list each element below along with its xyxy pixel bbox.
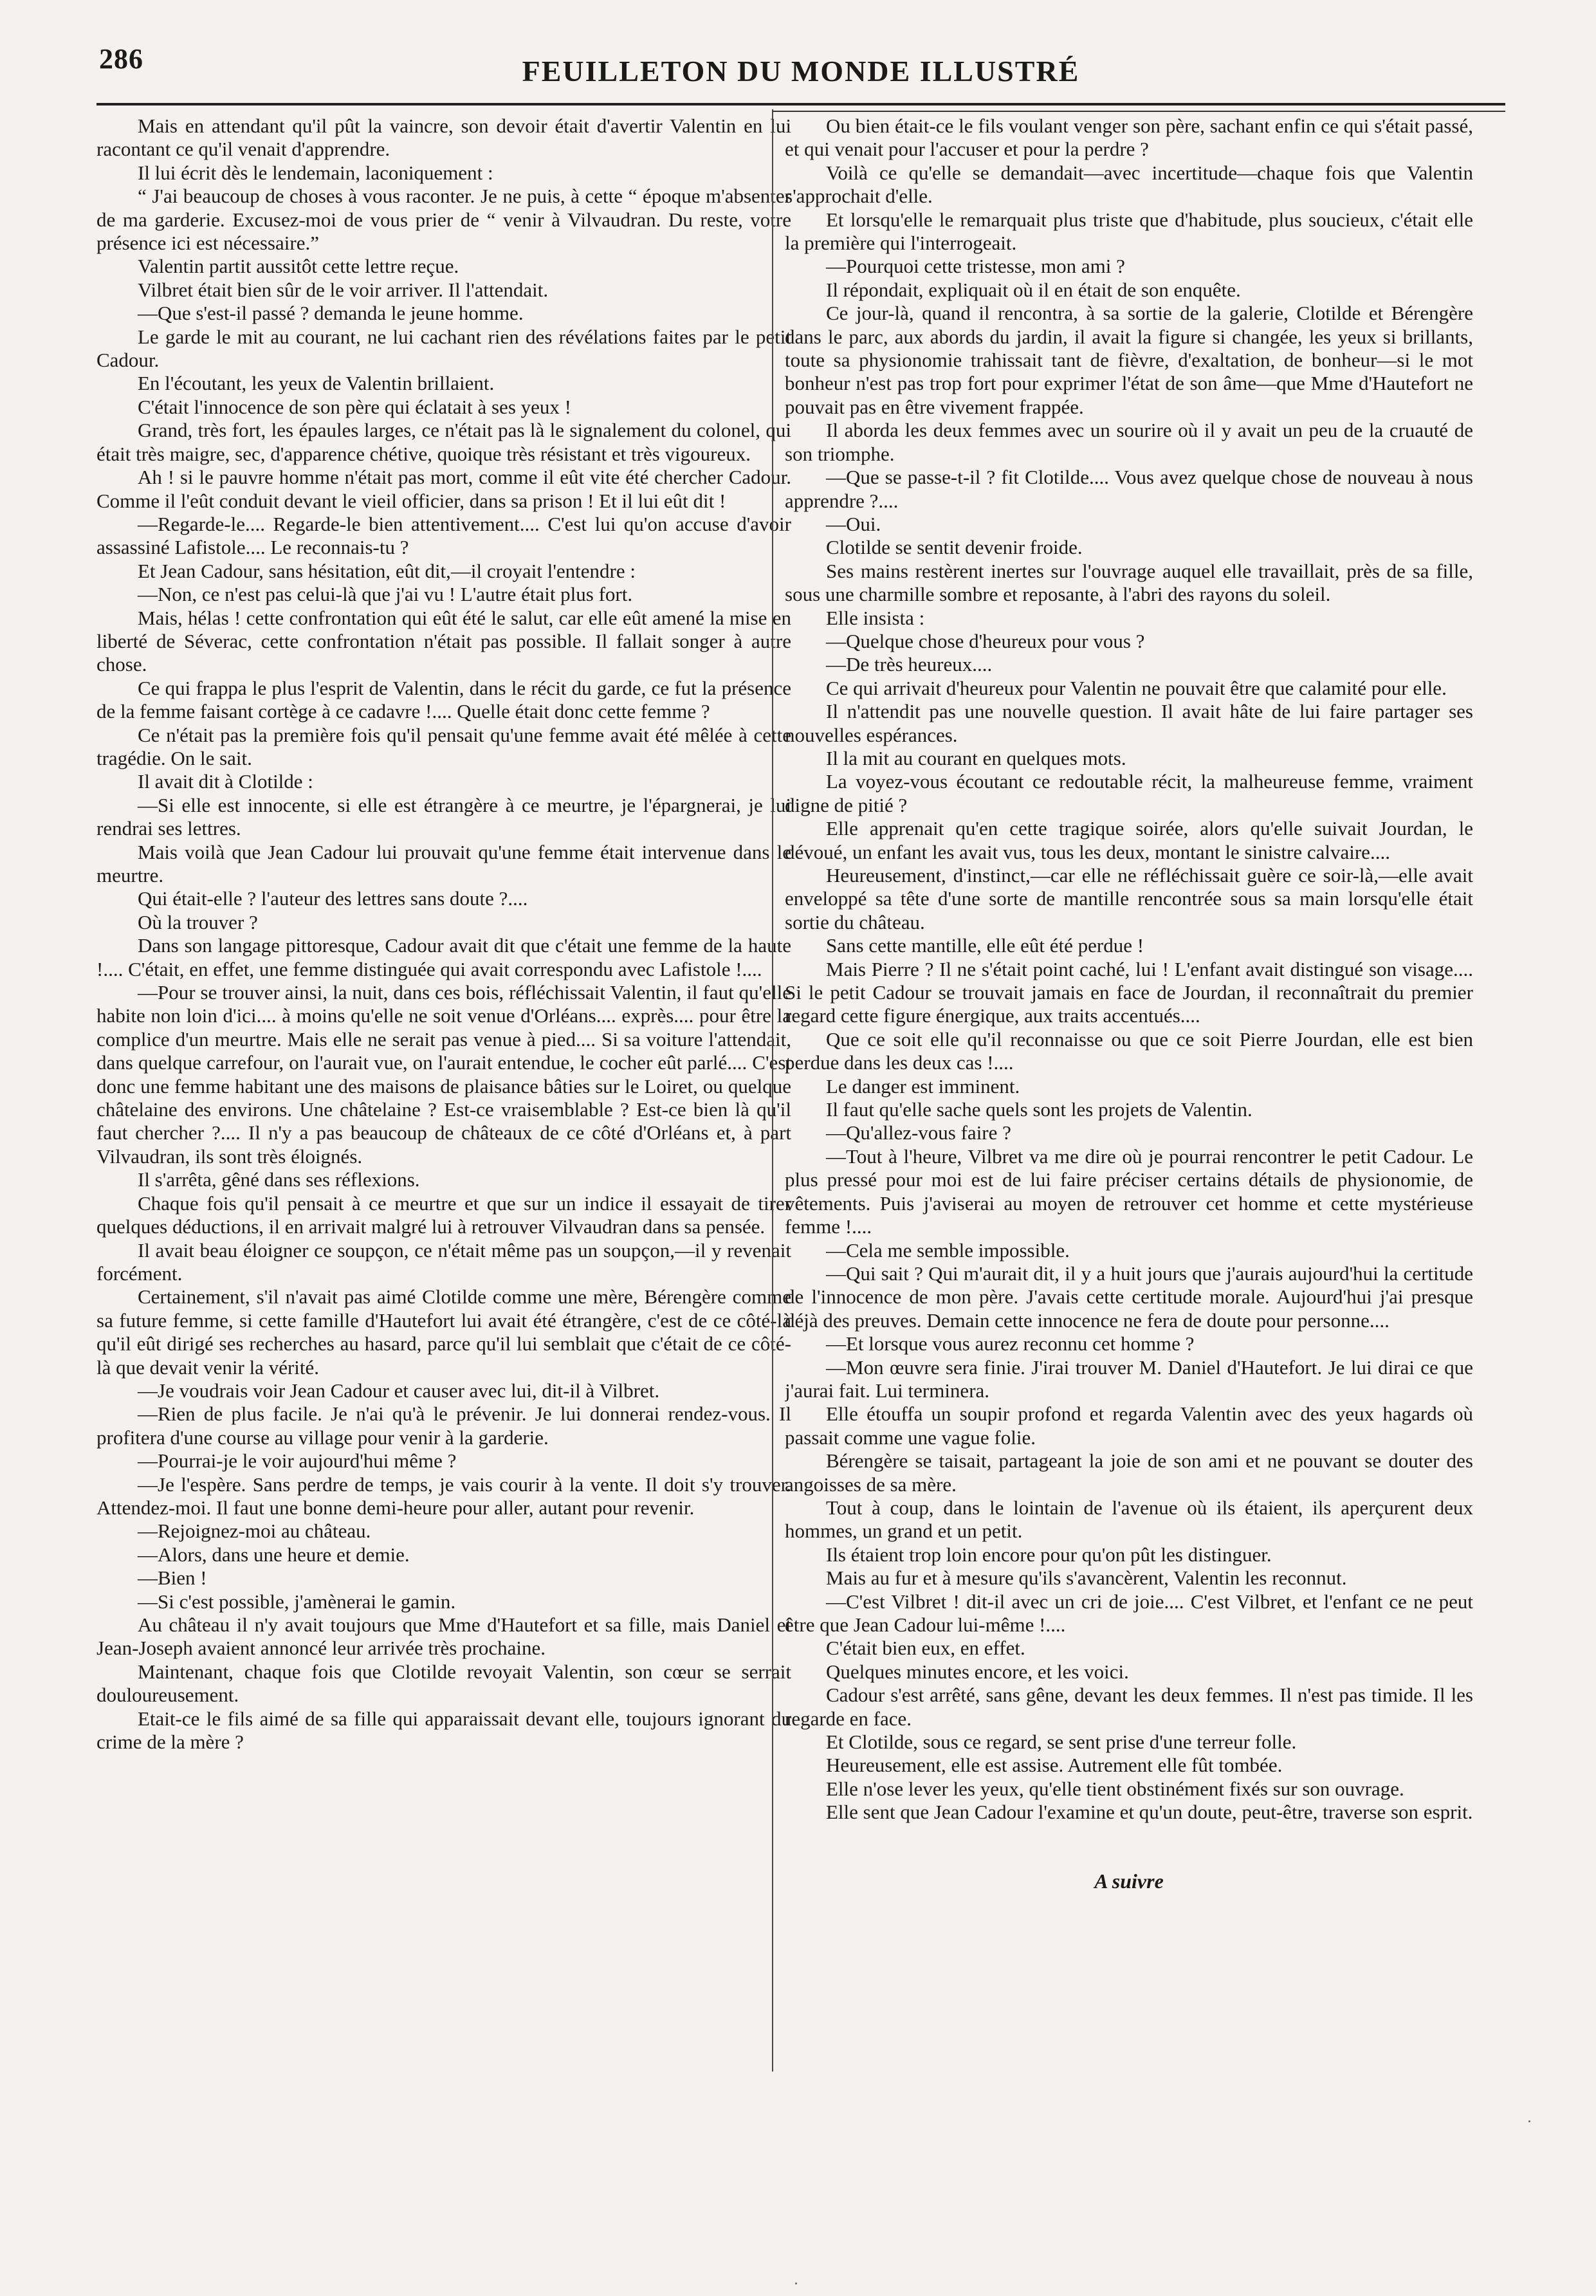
paragraph: —Que se passe-t-il ? fit Clotilde.... Vous avez quelque chose de nouveau à nous apprendre ?....: [785, 466, 1473, 512]
paragraph: Elle apprenait qu'en cette tragique soirée, alors qu'elle suivait Jourdan, le dévoué, un enfant les avait vus, tous les deux, montant le sinistre calvaire....: [785, 817, 1473, 863]
paragraph: Au château il n'y avait toujours que Mme d'Hautefort et sa fille, mais Daniel et Jean-Joseph avaient annoncé leur arrivée très prochaine.: [96, 1613, 791, 1660]
paragraph: Que ce soit elle qu'il reconnaisse ou que ce soit Pierre Jourdan, elle est bien perdue dans les deux cas !....: [785, 1027, 1473, 1074]
paragraph: —C'est Vilbret ! dit-il avec un cri de joie.... C'est Vilbret, et l'enfant ce ne peut être que Jean Cadour lui-même !....: [785, 1590, 1473, 1636]
paragraph: Ah ! si le pauvre homme n'était pas mort, comme il eût vite été chercher Cadour. Comme il l'eût conduit devant le vieil officier, dans sa prison ! Et il lui eût dit !: [96, 466, 791, 512]
paragraph: Ils étaient trop loin encore pour qu'on pût les distinguer.: [826, 1543, 1272, 1566]
paragraph: Où la trouver ?: [138, 910, 258, 933]
paragraph: —Qu'allez-vous faire ?: [826, 1121, 1011, 1144]
paragraph: Ou bien était-ce le fils voulant venger son père, sachant enfin ce qui s'était passé, et qui venait pour l'accuser et pour la perdre ?: [785, 115, 1473, 161]
paragraph: Il répondait, expliquait où il en était de son enquête.: [826, 278, 1241, 301]
paragraph: Ce jour-là, quand il rencontra, à sa sortie de la galerie, Clotilde et Bérengère dans le parc, aux abords du jardin, il avait la figure si changée, les yeux si brillants, toute sa physionomie trahissait tant de fièvre, d'exaltation, de bonheur—si le mot bonheur n'est pas trop fort pour exprimer l'état de son âme—que Mme d'Hautefort ne pouvait pas en être vivement frappée.: [785, 302, 1473, 418]
paragraph: Maintenant, chaque fois que Clotilde revoyait Valentin, son cœur se serrait douloureusement.: [96, 1660, 791, 1707]
paragraph: En l'écoutant, les yeux de Valentin brillaient.: [138, 372, 495, 395]
paragraph: Chaque fois qu'il pensait à ce meurtre et que sur un indice il essayait de tirer quelques déductions, il en arrivait malgré lui à retrouver Vilvaudran dans sa pensée.: [96, 1191, 791, 1238]
paragraph: Dans son langage pittoresque, Cadour avait dit que c'était une femme de la haute !.... C'était, en effet, une femme distinguée qui avait correspondu avec Lafistole !....: [96, 934, 791, 980]
right-column: [785, 115, 1473, 2135]
paragraph: Elle insista :: [826, 606, 925, 629]
paragraph: Mais au fur et à mesure qu'ils s'avancèrent, Valentin les reconnut.: [826, 1566, 1347, 1590]
paragraph: —Rejoignez-moi au château.: [138, 1520, 371, 1543]
paragraph: Cadour s'est arrêté, sans gêne, devant les deux femmes. Il n'est pas timide. Il les regarde en face.: [785, 1684, 1473, 1730]
paragraph: Mais voilà que Jean Cadour lui prouvait qu'une femme était intervenue dans le meurtre.: [96, 840, 791, 886]
page-number: 286: [99, 43, 143, 75]
scan-speck: [1528, 2120, 1530, 2122]
running-title: FEUILLETON DU MONDE ILLUSTRÉ: [522, 55, 1080, 87]
paragraph: —Je l'espère. Sans perdre de temps, je vais courir à la vente. Il doit s'y trouver. Attendez-moi. Il faut une bonne demi-heure pour aller, autant pour revenir.: [96, 1473, 791, 1519]
paragraph: —Qui sait ? Qui m'aurait dit, il y a huit jours que j'aurais aujourd'hui la certitude de l'innocence de mon père. J'avais cette certitude morale. Aujourd'hui j'ai presque déjà des preuves. Demain cette innocence ne fera de doute pour personne....: [785, 1262, 1473, 1332]
paragraph: —Si c'est possible, j'amènerai le gamin.: [138, 1590, 456, 1613]
paragraph: Le garde le mit au courant, ne lui cachant rien des révélations faites par le petit Cadour.: [96, 325, 791, 372]
paragraph: —Je voudrais voir Jean Cadour et causer avec lui, dit-il à Vilbret.: [138, 1379, 660, 1402]
scan-speck: [795, 2282, 797, 2284]
paragraph: C'était l'innocence de son père qui éclatait à ses yeux !: [138, 395, 571, 418]
paragraph: —De très heureux....: [826, 653, 993, 676]
paragraph: Mais, hélas ! cette confrontation qui eût été le salut, car elle eût amené la mise en liberté de Séverac, cette confrontation n'était pas possible. Il fallait songer à autre chose.: [96, 606, 791, 676]
paragraph: Il avait dit à Clotilde :: [138, 770, 313, 793]
paragraph: —Tout à l'heure, Vilbret va me dire où je pourrai rencontrer le petit Cadour. Le plus pressé pour moi est de lui faire préciser certains détails de physionomie, de vêtements. Puis j'aviserai au moyen de retrouver cet homme et cette mystérieuse femme !....: [785, 1144, 1473, 1238]
paragraph: —Pourrai-je le voir aujourd'hui même ?: [138, 1449, 457, 1473]
paragraph: Mais en attendant qu'il pût la vaincre, son devoir était d'avertir Valentin en lui racontant ce qu'il venait d'apprendre.: [96, 115, 791, 161]
paragraph: Ce n'était pas la première fois qu'il pensait qu'une femme avait été mêlée à cette tragédie. On le sait.: [96, 723, 791, 769]
paragraph: —Non, ce n'est pas celui-là que j'ai vu ! L'autre était plus fort.: [138, 583, 633, 606]
paragraph: Bérengère se taisait, partageant la joie de son ami et ne pouvant se douter des angoisses de sa mère.: [785, 1449, 1473, 1496]
paragraph: Qui était-elle ? l'auteur des lettres sans doute ?....: [138, 887, 528, 910]
paragraph: Il avait beau éloigner ce soupçon, ce n'était même pas un soupçon,—il y revenait forcément.: [96, 1238, 791, 1285]
paragraph: Il aborda les deux femmes avec un sourire où il y avait un peu de la cruauté de son triomphe.: [785, 419, 1473, 465]
paragraph: Il faut qu'elle sache quels sont les projets de Valentin.: [826, 1098, 1252, 1121]
paragraph: —Alors, dans une heure et demie.: [138, 1543, 410, 1566]
paragraph: Vilbret était bien sûr de le voir arriver. Il l'attendait.: [138, 278, 549, 301]
paragraph: C'était bien eux, en effet.: [826, 1637, 1025, 1660]
paragraph: La voyez-vous écoutant ce redoutable récit, la malheureuse femme, vraiment digne de pitié ?: [785, 770, 1473, 816]
paragraph: —Si elle est innocente, si elle est étrangère à ce meurtre, je l'épargnerai, je lui rendrai ses lettres.: [96, 793, 791, 840]
paragraph: Il la mit au courant en quelques mots.: [826, 746, 1126, 769]
paragraph: Ses mains restèrent inertes sur l'ouvrage auquel elle travaillait, près de sa fille, sous une charmille sombre et reposante, à l'abri des rayons du soleil.: [785, 559, 1473, 606]
paragraph: Et Clotilde, sous ce regard, se sent prise d'une terreur folle.: [826, 1731, 1297, 1754]
paragraph: —Regarde-le.... Regarde-le bien attentivement.... C'est lui qu'on accuse d'avoir assassiné Lafistole.... Le reconnais-tu ?: [96, 512, 791, 559]
paragraph: —Pourquoi cette tristesse, mon ami ?: [826, 255, 1125, 278]
paragraph: Elle étouffa un soupir profond et regarda Valentin avec des yeux hagards où passait comme une vague folie.: [785, 1402, 1473, 1449]
paragraph: Voilà ce qu'elle se demandait—avec incertitude—chaque fois que Valentin s'approchait d'elle.: [785, 161, 1473, 208]
paragraph: Mais Pierre ? Il ne s'était point caché, lui ! L'enfant avait distingué son visage.... Si le petit Cadour se trouvait jamais en face de Jourdan, il reconnaîtrait du premier regard cette figure énergique, aux traits accentués....: [785, 957, 1473, 1027]
paragraph: Le danger est imminent.: [826, 1074, 1020, 1097]
page-header: [96, 37, 1505, 102]
paragraph: Il s'arrêta, gêné dans ses réflexions.: [138, 1168, 420, 1191]
paragraph: Il lui écrit dès le lendemain, laconiquement :: [138, 161, 493, 184]
paragraph: Heureusement, d'instinct,—car elle ne réfléchissait guère ce soir-là,—elle avait enveloppé sa tête d'une sorte de mantille rencontrée sous sa main lorsqu'elle était sortie du château.: [785, 864, 1473, 933]
paragraph: Sans cette mantille, elle eût été perdue !: [826, 934, 1144, 957]
column-divider: [772, 109, 773, 2071]
paragraph: Ce qui frappa le plus l'esprit de Valentin, dans le récit du garde, ce fut la présence de la femme faisant cortège à ce cadavre !.... Quelle était donc cette femme ?: [96, 676, 791, 723]
paragraph: Valentin partit aussitôt cette lettre reçue.: [138, 255, 459, 278]
paragraph: Et Jean Cadour, sans hésitation, eût dit,—il croyait l'entendre :: [138, 559, 636, 582]
to-be-continued: A suivre: [1094, 1869, 1164, 1893]
paragraph: Tout à coup, dans le lointain de l'avenue où ils étaient, ils aperçurent deux hommes, un grand et un petit.: [785, 1496, 1473, 1543]
paragraph: —Rien de plus facile. Je n'ai qu'à le prévenir. Je lui donnerai rendez-vous. Il profitera d'une course au village pour venir à la garderie.: [96, 1402, 791, 1449]
paragraph: Il n'attendit pas une nouvelle question. Il avait hâte de lui faire partager ses nouvelles espérances.: [785, 700, 1473, 746]
paragraph: Elle sent que Jean Cadour l'examine et qu'un doute, peut-être, traverse son esprit.: [826, 1801, 1473, 1824]
paragraph: Et lorsqu'elle le remarquait plus triste que d'habitude, plus soucieux, c'était elle la première qui l'interrogeait.: [785, 208, 1473, 255]
paragraph: —Oui.: [826, 512, 881, 535]
paragraph: Ce qui arrivait d'heureux pour Valentin ne pouvait être que calamité pour elle.: [826, 676, 1447, 699]
header-rule: [96, 103, 1505, 106]
paragraph: —Cela me semble impossible.: [826, 1238, 1070, 1262]
paragraph: —Pour se trouver ainsi, la nuit, dans ces bois, réfléchissait Valentin, il faut qu'elle habite non loin d'ici.... à moins qu'elle ne soit venue d'Orléans.... exprès.... pour être la complice d'un meurtre. Mais elle ne serait pas venue à pied.... Si sa voiture l'attendait, dans quelque carrefour, on l'aurait vue, on l'aurait entendue, le cocher eût parlé.... C'est donc une femme habitant une des maisons de plaisance bâties sur le Loiret, ou quelque châtelaine des environs. Une châtelaine ? Est-ce vraisemblable ? Est-ce bien là qu'il faut chercher ?.... Il n'y a pas beaucoup de châteaux de ce côté d'Orléans et, à part Vilvaudran, ils sont très éloignés.: [96, 981, 791, 1168]
paragraph: Elle n'ose lever les yeux, qu'elle tient obstinément fixés sur son ouvrage.: [826, 1777, 1404, 1800]
paragraph: “ J'ai beaucoup de choses à vous raconter. Je ne puis, à cette “ époque m'absenter de ma garderie. Excusez-moi de vous prier de “ venir à Vilvaudran. Du reste, votre présence ici est nécessaire.”: [96, 185, 791, 255]
paragraph: Quelques minutes encore, et les voici.: [826, 1660, 1129, 1683]
paragraph: —Que s'est-il passé ? demanda le jeune homme.: [138, 302, 524, 325]
paragraph: Heureusement, elle est assise. Autrement elle fût tombée.: [826, 1754, 1283, 1777]
paragraph: —Quelque chose d'heureux pour vous ?: [826, 629, 1145, 652]
paragraph: —Et lorsque vous aurez reconnu cet homme ?: [826, 1332, 1195, 1355]
paragraph: —Bien !: [138, 1566, 207, 1590]
header-rule-secondary: [772, 111, 1505, 112]
paragraph: Clotilde se sentit devenir froide.: [826, 536, 1083, 559]
paragraph: Certainement, s'il n'avait pas aimé Clotilde comme une mère, Bérengère comme sa future femme, si cette famille d'Hautefort lui avait été étrangère, c'est de ce côté-là qu'il eût dirigé ses recherches au hasard, parce qu'il lui semblait que c'était de ce côté-là que devait venir la vérité.: [96, 1285, 791, 1379]
paragraph: Etait-ce le fils aimé de sa fille qui apparaissait devant elle, toujours ignorant du crime de la mère ?: [96, 1707, 791, 1754]
paragraph: —Mon œuvre sera finie. J'irai trouver M. Daniel d'Hautefort. Je lui dirai ce que j'aurai fait. Lui terminera.: [785, 1355, 1473, 1402]
paragraph: Grand, très fort, les épaules larges, ce n'était pas là le signalement du colonel, qui était très maigre, sec, d'apparence chétive, quoique très résistant et très vigoureux.: [96, 419, 791, 465]
left-column: [96, 115, 791, 2135]
